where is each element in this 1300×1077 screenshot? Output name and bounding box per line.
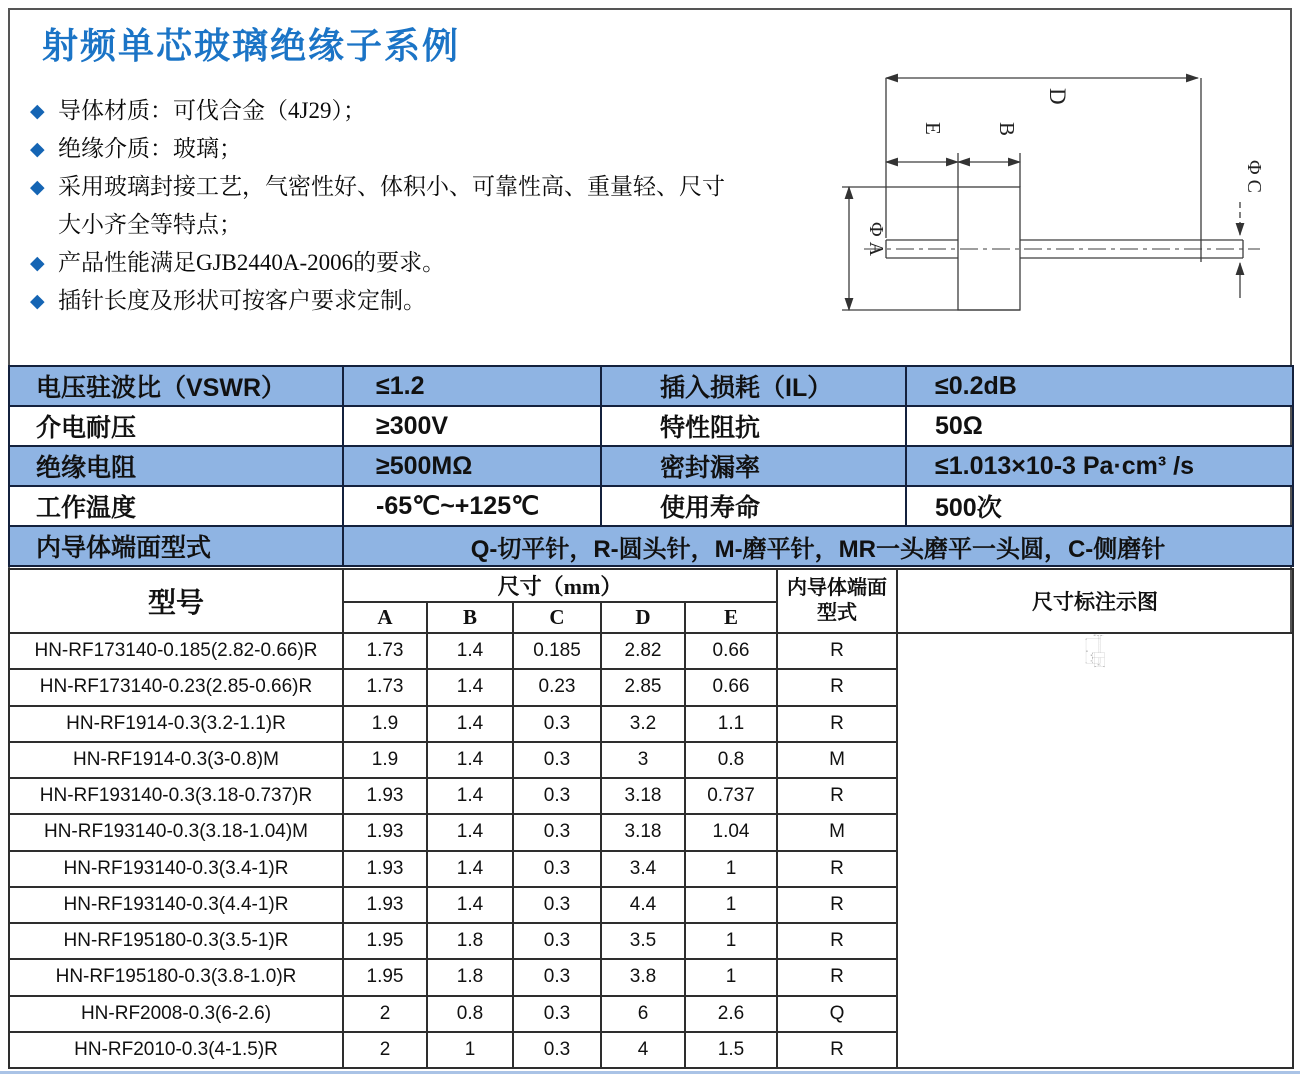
model-cell: HN-RF193140-0.3(3.4-1)R — [9, 851, 343, 887]
spec-value: 500次 — [906, 486, 1293, 526]
dim-b-cell: 1.4 — [427, 706, 513, 742]
model-cell: HN-RF1914-0.3(3-0.8)M — [9, 742, 343, 778]
dimension-drawing-horizontal — [828, 52, 1273, 354]
feature-text: 插针长度及形状可按客户要求定制。 — [58, 288, 426, 313]
dim-e-cell: 1.1 — [685, 706, 777, 742]
dim-b-cell: 1.4 — [427, 742, 513, 778]
spec-label: 使用寿命 — [601, 486, 906, 526]
page-title: 射频单芯玻璃绝缘子系例 — [42, 25, 461, 66]
dim-a-cell: 1.93 — [343, 887, 427, 923]
dim-label-d: D — [1086, 650, 1088, 653]
dim-d-cell: 4.4 — [601, 887, 685, 923]
dim-b-cell: 1.4 — [427, 778, 513, 814]
dim-label-phi-c: Φ C — [1243, 160, 1265, 193]
spec-label: 介电耐压 — [9, 406, 343, 446]
spec-value: ≥500MΩ — [343, 446, 601, 486]
dim-label-phi-a: Φ A — [865, 222, 887, 257]
type-cell: R — [777, 959, 897, 995]
dim-e-cell: 1.04 — [685, 814, 777, 850]
spec-value: ≤1.013×10-3 Pa·cm³ /s — [906, 446, 1293, 486]
dim-a-cell: 1.73 — [343, 669, 427, 705]
dim-e-cell: 0.8 — [685, 742, 777, 778]
dim-d-cell: 3.8 — [601, 959, 685, 995]
spec-label: 特性阻抗 — [601, 406, 906, 446]
spec-value: ≥300V — [343, 406, 601, 446]
dim-e-cell: 1 — [685, 959, 777, 995]
model-cell: HN-RF173140-0.23(2.85-0.66)R — [9, 669, 343, 705]
page-bottom-rule — [0, 1071, 1300, 1074]
model-table — [8, 568, 1294, 1069]
dim-d-cell: 3.18 — [601, 814, 685, 850]
dim-e-cell: 1 — [685, 851, 777, 887]
feature-text: 采用玻璃封接工艺，气密性好、体积小、可靠性高、重量轻、尺寸大小齐全等特点； — [58, 174, 725, 237]
dim-a-cell: 1.95 — [343, 959, 427, 995]
feature-text: 产品性能满足GJB2440A-2006的要求。 — [58, 250, 446, 275]
spec-row — [9, 486, 1293, 526]
spec-label: 内导体端面型式 — [9, 526, 343, 566]
dim-c-cell: 0.3 — [513, 887, 601, 923]
dim-d-cell: 4 — [601, 1032, 685, 1068]
dim-c-cell: 0.3 — [513, 1032, 601, 1068]
dim-e-cell: 2.6 — [685, 996, 777, 1032]
dim-label-b: B — [995, 122, 1019, 137]
dim-d-cell: 3.4 — [601, 851, 685, 887]
spec-label: 绝缘电阻 — [9, 446, 343, 486]
dim-c-cell: 0.3 — [513, 814, 601, 850]
dim-e-cell: 1.5 — [685, 1032, 777, 1068]
model-table-body — [9, 633, 1293, 1068]
dim-b-cell: 1 — [427, 1032, 513, 1068]
dim-b-cell: 1.8 — [427, 923, 513, 959]
type-cell: R — [777, 778, 897, 814]
dim-d-cell: 3.2 — [601, 706, 685, 742]
dim-b-cell: 1.4 — [427, 633, 513, 669]
model-cell: HN-RF1914-0.3(3.2-1.1)R — [9, 706, 343, 742]
dim-a-cell: 1.93 — [343, 778, 427, 814]
dim-b-cell: 1.8 — [427, 959, 513, 995]
spec-value: ≤0.2dB — [906, 366, 1293, 406]
dim-b-cell: 1.4 — [427, 887, 513, 923]
type-cell: R — [777, 669, 897, 705]
col-header-type — [777, 569, 897, 633]
spec-label: 密封漏率 — [601, 446, 906, 486]
dim-label-e: E — [1090, 661, 1092, 663]
feature-item — [30, 92, 730, 130]
dim-d-cell: 3.18 — [601, 778, 685, 814]
dim-c-cell: 0.3 — [513, 778, 601, 814]
dim-a-cell: 1.73 — [343, 633, 427, 669]
spec-value: -65℃~+125℃ — [343, 486, 601, 526]
dim-label-phi-a: Φ A — [1097, 665, 1101, 667]
spec-value: Q-切平针，R-圆头针，M-磨平针，MR一头磨平一头圆，C-侧磨针 — [343, 526, 1293, 566]
dim-a-cell: 2 — [343, 996, 427, 1032]
model-cell: HN-RF195180-0.3(3.8-1.0)R — [9, 959, 343, 995]
feature-text: 绝缘介质：玻璃； — [58, 136, 242, 161]
dim-label-b: B — [1090, 655, 1092, 657]
spec-footer-row — [9, 526, 1293, 566]
type-cell: R — [777, 706, 897, 742]
model-cell: HN-RF193140-0.3(3.18-0.737)R — [9, 778, 343, 814]
diamond-bullet-icon: ◆ — [30, 177, 45, 198]
dim-a-cell: 1.93 — [343, 851, 427, 887]
diamond-bullet-icon: ◆ — [30, 139, 45, 160]
dim-b-cell: 1.4 — [427, 814, 513, 850]
dim-c-cell: 0.3 — [513, 742, 601, 778]
table-row — [9, 633, 1293, 669]
spec-label: 插入损耗（IL） — [601, 366, 906, 406]
spec-label: 工作温度 — [9, 486, 343, 526]
spec-row — [9, 366, 1293, 406]
model-cell: HN-RF195180-0.3(3.5-1)R — [9, 923, 343, 959]
dim-e-cell: 1 — [685, 887, 777, 923]
dim-c-cell: 0.3 — [513, 923, 601, 959]
type-cell: M — [777, 742, 897, 778]
col-header-dims-group: 尺寸（mm） — [343, 569, 777, 602]
col-header-diagram: 尺寸标注示图 — [897, 569, 1293, 633]
dim-a-cell: 2 — [343, 1032, 427, 1068]
dim-d-cell: 6 — [601, 996, 685, 1032]
col-header-type-line1: 内导体端面 — [787, 577, 888, 599]
type-cell: R — [777, 923, 897, 959]
dim-e-cell: 0.737 — [685, 778, 777, 814]
diamond-bullet-icon: ◆ — [30, 101, 45, 122]
model-cell: HN-RF2010-0.3(4-1.5)R — [9, 1032, 343, 1068]
feature-list — [30, 92, 730, 320]
dimension-diagram-cell — [897, 633, 1293, 1068]
dim-c-cell: 0.3 — [513, 706, 601, 742]
spec-row — [9, 446, 1293, 486]
col-header-d: D — [601, 602, 685, 633]
dim-e-cell: 0.66 — [685, 669, 777, 705]
dim-d-cell: 2.82 — [601, 633, 685, 669]
feature-text: 导体材质：可伐合金（4J29）； — [58, 98, 366, 123]
dim-b-cell: 1.4 — [427, 851, 513, 887]
model-cell: HN-RF2008-0.3(6-2.6) — [9, 996, 343, 1032]
model-cell: HN-RF173140-0.185(2.82-0.66)R — [9, 633, 343, 669]
diamond-bullet-icon: ◆ — [30, 253, 45, 274]
model-cell: HN-RF193140-0.3(3.18-1.04)M — [9, 814, 343, 850]
type-cell: R — [777, 851, 897, 887]
feature-item — [30, 168, 730, 244]
type-cell: R — [777, 887, 897, 923]
dim-d-cell: 3 — [601, 742, 685, 778]
dim-c-cell: 0.3 — [513, 851, 601, 887]
diamond-bullet-icon: ◆ — [30, 291, 45, 312]
dim-d-cell: 2.85 — [601, 669, 685, 705]
model-cell: HN-RF193140-0.3(4.4-1)R — [9, 887, 343, 923]
dim-a-cell: 1.93 — [343, 814, 427, 850]
dim-c-cell: 0.23 — [513, 669, 601, 705]
dim-a-cell: 1.95 — [343, 923, 427, 959]
dim-c-cell: 0.185 — [513, 633, 601, 669]
dim-d-cell: 3.5 — [601, 923, 685, 959]
type-cell: Q — [777, 996, 897, 1032]
spec-value: 50Ω — [906, 406, 1293, 446]
type-cell: M — [777, 814, 897, 850]
dim-a-cell: 1.9 — [343, 706, 427, 742]
col-header-type-line2: 型式 — [817, 602, 858, 624]
feature-item — [30, 130, 730, 168]
feature-item — [30, 282, 730, 320]
dim-label-e: E — [921, 122, 945, 135]
col-header-b: B — [427, 602, 513, 633]
dim-e-cell: 1 — [685, 923, 777, 959]
dim-label-phi-c: Φ C — [1093, 636, 1097, 638]
col-header-model: 型号 — [9, 569, 343, 633]
col-header-c: C — [513, 602, 601, 633]
dim-b-cell: 0.8 — [427, 996, 513, 1032]
model-table-header-row — [9, 569, 1293, 602]
spec-row — [9, 406, 1293, 446]
col-header-e: E — [685, 602, 777, 633]
dim-b-cell: 1.4 — [427, 669, 513, 705]
dimension-drawing-vertical — [898, 634, 1292, 668]
type-cell: R — [777, 633, 897, 669]
feature-item — [30, 244, 730, 282]
col-header-a: A — [343, 602, 427, 633]
dim-c-cell: 0.3 — [513, 959, 601, 995]
dim-a-cell: 1.9 — [343, 742, 427, 778]
dim-e-cell: 0.66 — [685, 633, 777, 669]
dim-c-cell: 0.3 — [513, 996, 601, 1032]
dim-label-d: D — [1045, 88, 1070, 105]
type-cell: R — [777, 1032, 897, 1068]
spec-label: 电压驻波比（VSWR） — [9, 366, 343, 406]
spec-table — [8, 365, 1294, 567]
spec-value: ≤1.2 — [343, 366, 601, 406]
